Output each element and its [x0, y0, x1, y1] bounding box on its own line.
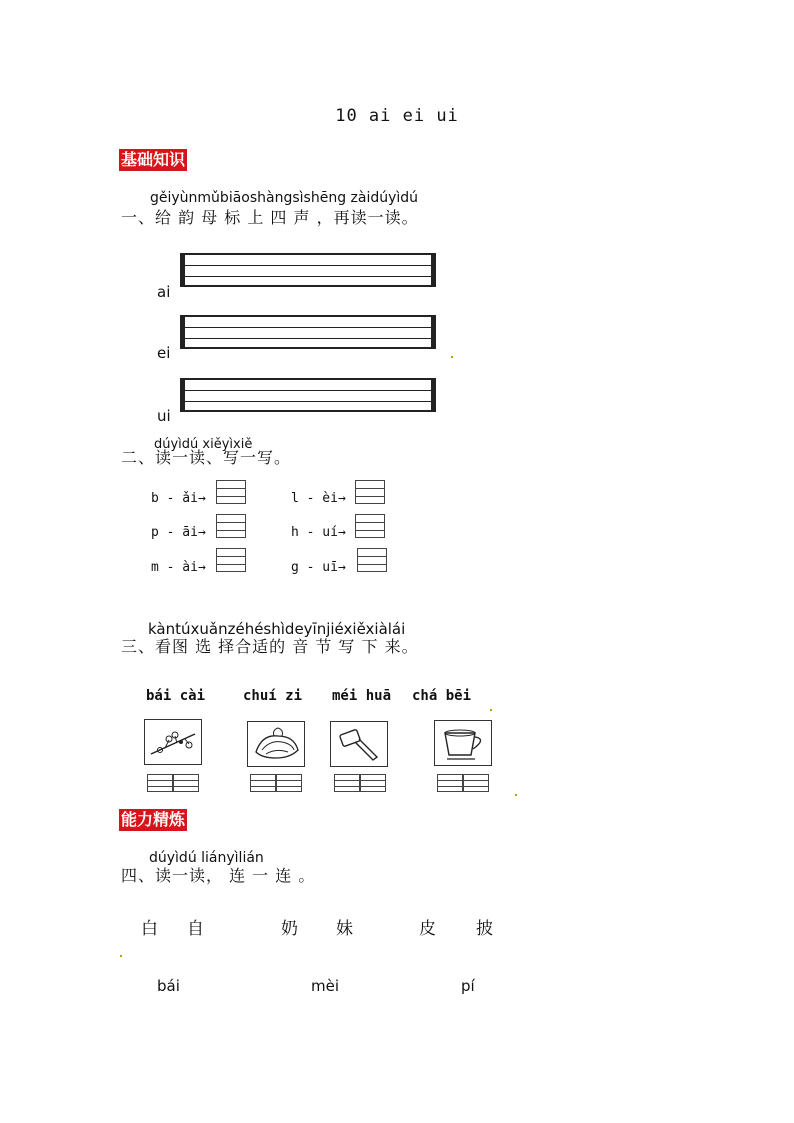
write-box-5[interactable] — [216, 548, 246, 572]
stray-dot — [451, 356, 453, 358]
char-pi: 皮 — [419, 919, 436, 939]
answer-box[interactable] — [250, 774, 276, 792]
writing-staff-3[interactable] — [180, 378, 436, 412]
answer-box[interactable] — [334, 774, 360, 792]
section3-heading: 三、看图 选 择合适的 音 节 写 下 来。 — [121, 637, 419, 656]
section1-heading: 一、给 韵 母 标 上 四 声 ，再读一读。 — [121, 208, 419, 227]
stray-dot — [515, 794, 517, 796]
char-pi2: 披 — [476, 919, 493, 939]
teacup-icon — [435, 721, 491, 765]
picture-cabbage — [247, 721, 305, 767]
syllable-pi: pí — [461, 977, 475, 995]
section-tag-ability: 能力精炼 — [121, 810, 186, 829]
row-label-ui: ui — [157, 407, 171, 425]
answer-box[interactable] — [360, 774, 386, 792]
write-box-1[interactable] — [216, 480, 246, 504]
stray-dot — [120, 955, 122, 957]
section2-pinyin: dúyìdú xiěyìxiě — [154, 437, 253, 452]
word-mei-hua: méi huā — [332, 688, 392, 704]
syllable-mei: mèi — [311, 977, 340, 995]
page-title: 10 ai ei ui — [335, 106, 459, 126]
syllable-item-4: h - uí→ — [291, 525, 346, 540]
syllable-item-3: p - āi→ — [151, 525, 206, 540]
word-cha-bei: chá bēi — [412, 688, 472, 704]
answer-box[interactable] — [173, 774, 199, 792]
row-label-ei: ei — [157, 344, 171, 362]
section-tag-basic: 基础知识 — [121, 150, 186, 169]
char-nai: 奶 — [281, 919, 298, 939]
picture-hammer — [330, 721, 388, 767]
answer-box[interactable] — [437, 774, 463, 792]
write-box-6[interactable] — [357, 548, 387, 572]
writing-staff-1[interactable] — [180, 253, 436, 287]
char-bai: 白 — [141, 919, 158, 939]
write-box-2[interactable] — [355, 480, 385, 504]
section1-pinyin: gěiyùnmǔbiāoshàngsìshēng zàidúyìdú — [150, 190, 419, 206]
answer-box[interactable] — [463, 774, 489, 792]
char-zi: 自 — [187, 919, 204, 939]
picture-plum-blossom — [144, 719, 202, 765]
section2-heading: 二、读一读、写一写。 — [121, 448, 292, 467]
section4-heading: 四、读一读， 连 一 连 。 — [121, 866, 316, 885]
row-label-ai: ai — [157, 283, 171, 301]
word-chui-zi: chuí zi — [243, 688, 303, 704]
plum-blossom-icon — [145, 720, 201, 764]
answer-box[interactable] — [147, 774, 173, 792]
stray-dot — [490, 709, 492, 711]
section4-pinyin: dúyìdú liányìlián — [149, 850, 264, 866]
syllable-item-6: g - uī→ — [291, 560, 346, 575]
writing-staff-2[interactable] — [180, 315, 436, 349]
syllable-item-1: b - ǎi→ — [151, 491, 206, 506]
cabbage-icon — [248, 722, 304, 766]
write-box-4[interactable] — [355, 514, 385, 538]
hammer-icon — [331, 722, 387, 766]
picture-teacup — [434, 720, 492, 766]
syllable-item-5: m - ài→ — [151, 560, 206, 575]
syllable-item-2: l - èi→ — [291, 491, 346, 506]
char-mei: 妹 — [336, 919, 353, 939]
answer-box[interactable] — [276, 774, 302, 792]
section3-pinyin: kàntúxuǎnzéhéshìdeyīnjiéxiěxiàlái — [148, 620, 406, 638]
syllable-bai: bái — [157, 977, 180, 995]
word-bai-cai: bái cài — [146, 688, 206, 704]
write-box-3[interactable] — [216, 514, 246, 538]
